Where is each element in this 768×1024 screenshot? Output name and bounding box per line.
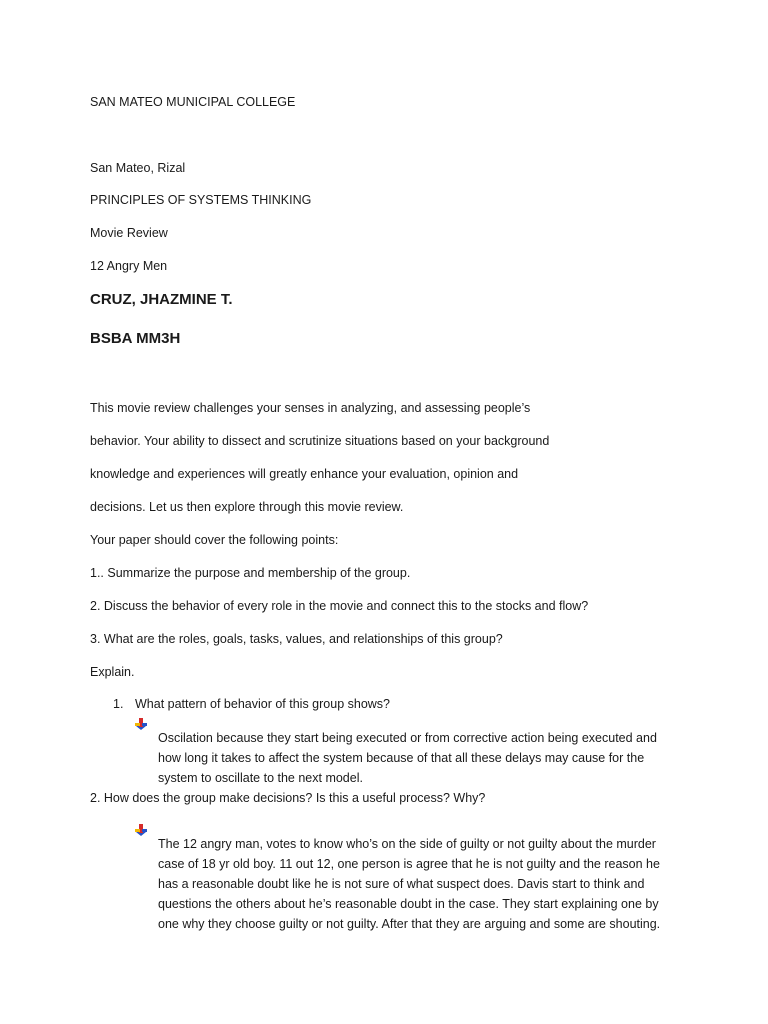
arrow-bullet-icon: [134, 823, 148, 837]
intro-line: decisions. Let us then explore through this movie review.: [90, 500, 404, 514]
question-text: What pattern of behavior of this group shows?: [135, 697, 391, 711]
point-item: 3. What are the roles, goals, tasks, values, and relationships of this group?: [90, 632, 503, 646]
point-item: 1.. Summarize the purpose and membership of the group.: [90, 566, 411, 580]
points-heading: Your paper should cover the following points:: [90, 533, 339, 547]
answer-text: The 12 angry man, votes to know who’s on the side of guilty or not guilty about the murder case of 18 yr old boy. 11 out 12, one person is agree that he is not guilty and the reason he has a reasonable doubt like he is not sure of what suspect does. Davis start to think and questions the others about he’s reasonable doubt in the case. They start explaining one by one why they choose guilty or not guilty. After that they are arguing and some are shouting.: [158, 836, 661, 931]
intro-line: This movie review challenges your senses in analyzing, and assessing people’s: [90, 401, 531, 415]
question-2: 2. How does the group make decisions? Is this a useful process? Why?: [90, 791, 486, 805]
college-name: SAN MATEO MUNICIPAL COLLEGE: [90, 95, 296, 109]
question-number: 1.: [113, 697, 124, 711]
point-item: 2. Discuss the behavior of every role in the movie and connect this to the stocks and flow?: [90, 599, 589, 613]
intro-line: behavior. Your ability to dissect and scrutinize situations based on your background: [90, 434, 550, 448]
student-section: BSBA MM3H: [90, 330, 181, 347]
answer-text: Oscilation because they start being executed or from corrective action being executed and how long it takes to affect the system because of that all these delays may cause for the system to oscillate to the next model.: [158, 730, 657, 785]
arrow-bullet-icon: [134, 717, 148, 731]
student-name: CRUZ, JHAZMINE T.: [90, 291, 233, 308]
movie-title: 12 Angry Men: [90, 259, 168, 273]
intro-line: knowledge and experiences will greatly enhance your evaluation, opinion and: [90, 467, 519, 481]
course-title: PRINCIPLES OF SYSTEMS THINKING: [90, 193, 312, 207]
assignment-type: Movie Review: [90, 226, 168, 240]
answer-1: [134, 715, 679, 800]
college-location: San Mateo, Rizal: [90, 161, 186, 175]
explain-label: Explain.: [90, 665, 135, 679]
answer-2: [134, 821, 679, 946]
question-1: [113, 696, 390, 712]
